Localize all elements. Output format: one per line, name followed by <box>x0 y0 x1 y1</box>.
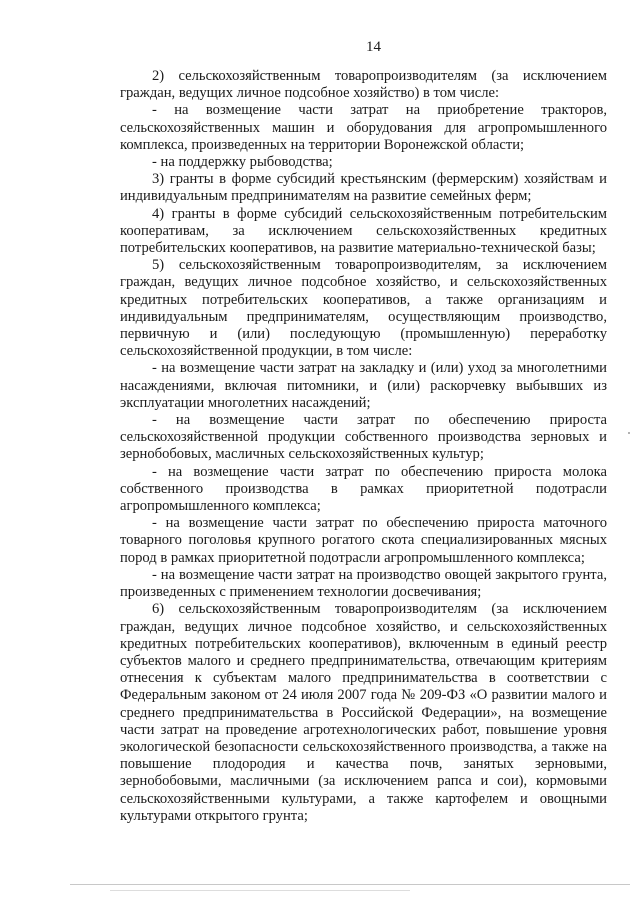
paragraph: 2) сельскохозяйственным товаропроизводителям (за исключением граждан, ведущих личное подсобное хозяйство) в том числе: <box>120 68 607 102</box>
paragraph: 3) гранты в форме субсидий крестьянским (фермерским) хозяйствам и индивидуальным предпринимателям на развитие семейных ферм; <box>120 171 607 205</box>
scan-speck <box>628 432 630 434</box>
paragraph: - на возмещение части затрат на производство овощей закрытого грунта, произведенных с применением технологии досвечивания; <box>120 566 607 601</box>
paragraph: - на возмещение части затрат по обеспечению прироста сельскохозяйственной продукции собственного производства зерновых и зернобобовых, масличных сельскохозяйственных культур; <box>120 412 607 463</box>
scan-edge-line <box>70 884 630 885</box>
scan-edge-line-lower <box>110 890 410 891</box>
paragraph: - на возмещение части затрат на закладку и (или) уход за многолетними насаждениями, включая питомники, и (или) раскорчевку выбывших из эксплуатации многолетних насаждений; <box>120 360 607 411</box>
paragraph: - на возмещение части затрат по обеспечению прироста маточного товарного поголовья крупного рогатого скота специализированных мясных пород в рамках приоритетной подотрасли агропромышленного комплекса; <box>120 515 607 566</box>
paragraph: 5) сельскохозяйственным товаропроизводителям, за исключением граждан, ведущих личное подсобное хозяйство, и сельскохозяйственных кредитных потребительских кооперативов, а также организациям и индивидуальным предпринимателям, осуществляющим производство, первичную и (или) последующую (промышленную) переработку сельскохозяйственной продукции, в том числе: <box>120 257 607 360</box>
document-body <box>120 68 607 825</box>
paragraph: - на поддержку рыбоводства; <box>152 154 333 171</box>
paragraph: 4) гранты в форме субсидий сельскохозяйственным потребительским кооперативам, за исключением сельскохозяйственных кредитных потребительских кооперативов, на развитие материально-технической базы; <box>120 205 607 257</box>
paragraph: 6) сельскохозяйственным товаропроизводителям (за исключением граждан, ведущих личное подсобное хозяйство, и сельскохозяйственных кредитных потребительских кооперативов), включенным в единый реестр субъектов малого и среднего предпринимательства, отвечающим критериям отнесения к субъектам малого предпринимательства в соответствии с Федеральным законом от 24 июля 2007 года № 209-ФЗ «О развитии малого и среднего предпринимательства в Российской Федерации», на возмещение части затрат на проведение агротехнологических работ, повышение уровня экологической безопасности сельскохозяйственного производства, а также на повышение плодородия и качества почв, занятых зерновыми, зернобобовыми, масличными (за исключением рапса и сои), кормовыми сельскохозяйственными культурами, а также картофелем и овощными культурами открытого грунта; <box>120 601 607 824</box>
paragraph: - на возмещение части затрат по обеспечению прироста молока собственного производства в рамках приоритетной подотрасли агропромышленного комплекса; <box>120 463 607 515</box>
paragraph: - на возмещение части затрат на приобретение тракторов, сельскохозяйственных машин и оборудования для агропромышленного комплекса, произведенных на территории Воронежской области; <box>120 102 607 153</box>
page-number: 14 <box>366 39 381 55</box>
